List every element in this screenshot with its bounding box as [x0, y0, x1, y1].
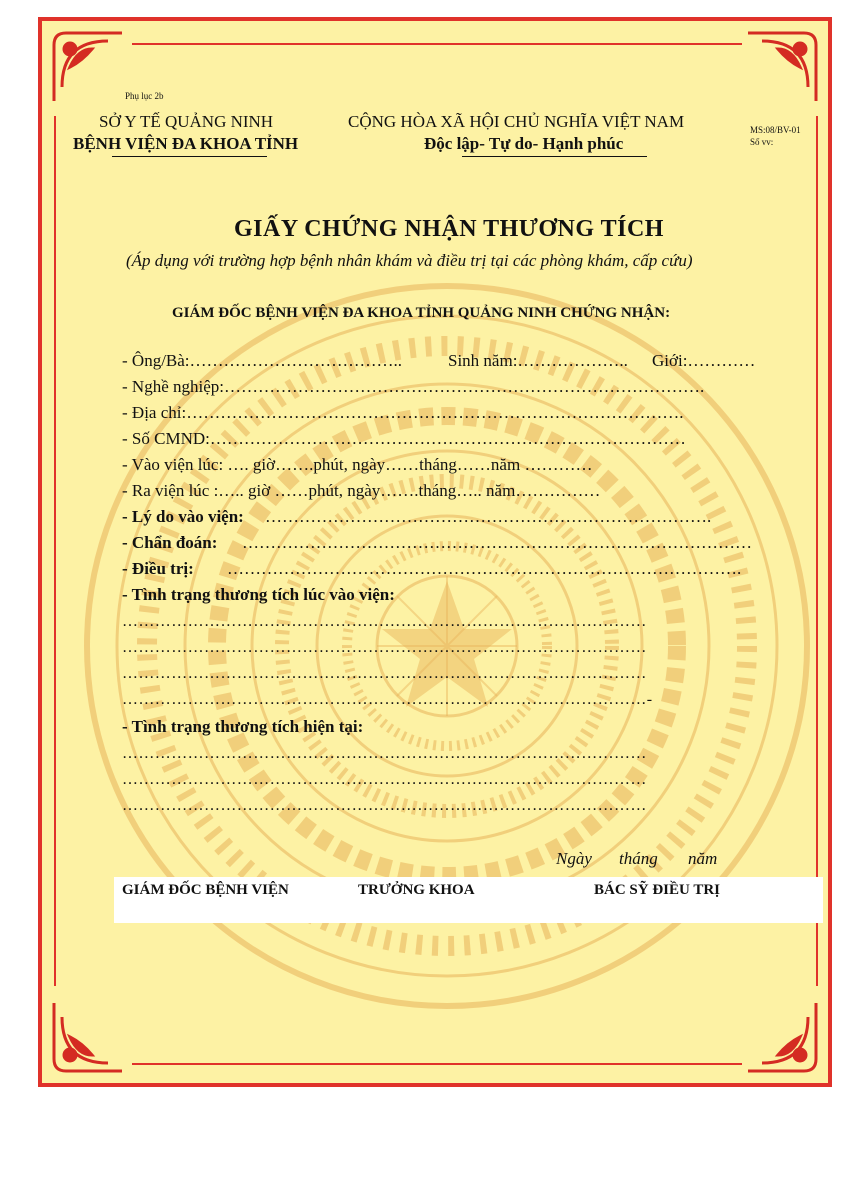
doctor-signature-label: BÁC SỸ ĐIỀU TRỊ — [594, 882, 721, 898]
director-signature-label: GIÁM ĐỐC BỆNH VIỆN — [122, 882, 289, 898]
patient-name-field: - Ông/Bà:……………………………….. — [122, 351, 403, 370]
frame-line-top — [132, 43, 742, 45]
appendix-label: Phụ lục 2b — [125, 91, 164, 101]
reason-label: - Lý do vào viện: — [122, 507, 244, 526]
id-card-field: - Số CMND:………………………………………………………………………… — [122, 429, 686, 448]
frame-line-bottom — [132, 1063, 742, 1065]
birth-year-field: Sinh năm:……………….. — [448, 351, 628, 370]
corner-ornament-icon — [742, 27, 822, 107]
department-name: SỞ Y TẾ QUẢNG NINH — [99, 112, 274, 131]
frame-line-left — [54, 116, 56, 986]
diagnosis-dots: ……………………………………………………………………………… — [242, 533, 752, 552]
address-field: - Địa chỉ:……………………………………………………………………………. — [122, 403, 684, 422]
treatment-label: - Điều trị: — [122, 559, 194, 578]
signature-block — [114, 877, 823, 923]
date-day: Ngày — [556, 849, 592, 868]
injury-current-line: …………………………………………………………………………………… — [122, 745, 647, 762]
national-motto: Độc lập- Tự do- Hạnh phúc — [424, 134, 624, 153]
date-year: năm — [688, 849, 718, 868]
form-code: MS:08/BV-01 — [750, 125, 801, 135]
injury-current-label: - Tình trạng thương tích hiện tại: — [122, 717, 364, 736]
corner-ornament-icon — [48, 997, 128, 1077]
department-head-signature-label: TRƯỞNG KHOA — [358, 882, 475, 898]
hospital-name: BỆNH VIỆN ĐA KHOA TỈNH — [73, 134, 299, 153]
injury-admission-line: …………………………………………………………………………………… — [122, 639, 647, 656]
country-name: CỘNG HÒA XÃ HỘI CHỦ NGHĨA VIỆT NAM — [348, 112, 685, 131]
corner-ornament-icon — [742, 997, 822, 1077]
occupation-field: - Nghề nghiệp:…………………………………………………………………………. — [122, 377, 705, 396]
frame-line-right — [816, 116, 818, 986]
date-month: tháng — [619, 849, 658, 868]
admission-time-field: - Vào viện lúc: …. giờ…….phút, ngày……tháng……năm ………… — [122, 455, 593, 474]
document-title: GIẤY CHỨNG NHẬN THƯƠNG TÍCH — [234, 216, 664, 242]
injury-current-line: …………………………………………………………………………………… — [122, 797, 647, 814]
injury-current-line: …………………………………………………………………………………… — [122, 771, 647, 788]
hospital-underline — [112, 156, 267, 157]
motto-underline — [462, 156, 647, 157]
certifier-statement: GIÁM ĐỐC BỆNH VIỆN ĐA KHOA TỈNH QUẢNG NINH CHỨNG NHẬN: — [172, 305, 671, 321]
gender-field: Giới:………… — [652, 351, 756, 370]
certificate-page — [38, 17, 832, 1087]
treatment-dots: ………………………………………………………………………………. — [227, 559, 742, 578]
document-subtitle: (Áp dụng với trường hợp bệnh nhân khám và điều trị tại các phòng khám, cấp cứu) — [126, 251, 693, 270]
injury-admission-line: ……………………………………………………………………………………- — [122, 691, 653, 708]
reason-dots: ……………………………………………………………………. — [265, 507, 712, 526]
discharge-time-field: - Ra viện lúc :….. giờ ……phút, ngày…….tháng….. năm…………… — [122, 481, 601, 500]
diagnosis-label: - Chẩn đoán: — [122, 533, 218, 552]
injury-admission-line: …………………………………………………………………………………… — [122, 613, 647, 630]
injury-admission-label: - Tình trạng thương tích lúc vào viện: — [122, 585, 395, 604]
injury-admission-line: …………………………………………………………………………………… — [122, 665, 647, 682]
corner-ornament-icon — [48, 27, 128, 107]
document-number: Số vv: — [750, 137, 774, 147]
